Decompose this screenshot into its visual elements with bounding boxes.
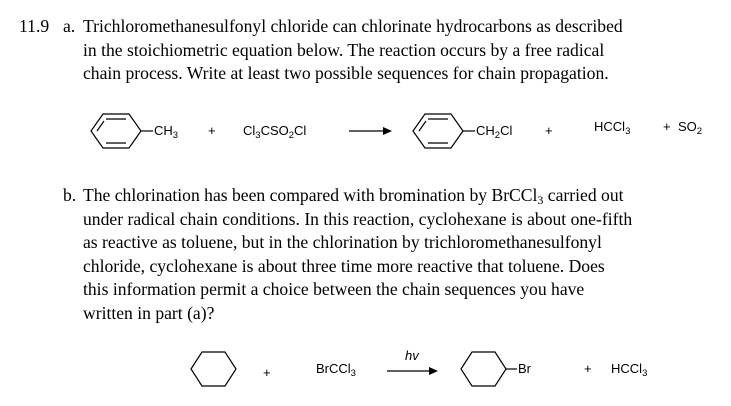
reaction-b-plus-2: + xyxy=(584,361,592,376)
part-a-line-2: in the stoichiometric equation below. The reaction occurs by a free radical xyxy=(83,39,605,60)
part-a-line-1: Trichloromethanesulfonyl chloride can chlorinate hydrocarbons as described xyxy=(83,16,623,36)
part-b-line-2: under radical chain conditions. In this reaction, cyclohexane is about one-fifth xyxy=(83,208,633,229)
reaction-b-arrow xyxy=(387,367,438,375)
part-b-label: b. xyxy=(63,185,77,205)
part-b-line-1: The chlorination has been compared with bromination by BrCCl$_3$ carried out xyxy=(83,185,624,207)
reagent-brccl3: BrCCl$_3$ xyxy=(316,361,356,379)
reaction-a-plus-3: + xyxy=(663,119,671,134)
part-b-line-6: written in part (a)? xyxy=(83,302,215,323)
reaction-a-plus-1: + xyxy=(208,123,216,138)
toluene-ch3: $CH_3$ xyxy=(154,123,179,141)
product-so2: $SO_2$ xyxy=(678,119,703,137)
bromocyclohexane-br: Br xyxy=(518,361,531,376)
arrow-label-hv: hv xyxy=(405,348,419,363)
product-b-hccl3: HCCl$_3$ xyxy=(611,361,648,379)
part-b-line-4: chloride, cyclohexane is about three time more reactive that toluene. Does xyxy=(83,255,605,276)
part-a-label: a. xyxy=(63,16,76,36)
bromocyclohexane-ring xyxy=(461,352,517,386)
benzyl-chloride-ch2cl: $CH_2Cl$ xyxy=(476,123,513,141)
reagent-cl3cso2cl: $Cl_3CSO_2Cl$ xyxy=(243,123,307,141)
reaction-a-plus-2: + xyxy=(545,123,553,138)
reaction-b-plus-1: + xyxy=(263,365,271,380)
part-b-line-5: this information permit a choice between the chain sequences you have xyxy=(83,279,585,299)
part-b-line-3: as reactive as toluene, but in the chlorination by trichloromethanesulfonyl xyxy=(83,232,602,252)
problem-number: 11.9 xyxy=(19,16,50,36)
cyclohexane-ring xyxy=(191,352,236,386)
product-hccl3: HCCl$_3$ xyxy=(594,119,631,137)
part-a-line-3: chain process. Write at least two possible sequences for chain propagation. xyxy=(83,63,609,83)
